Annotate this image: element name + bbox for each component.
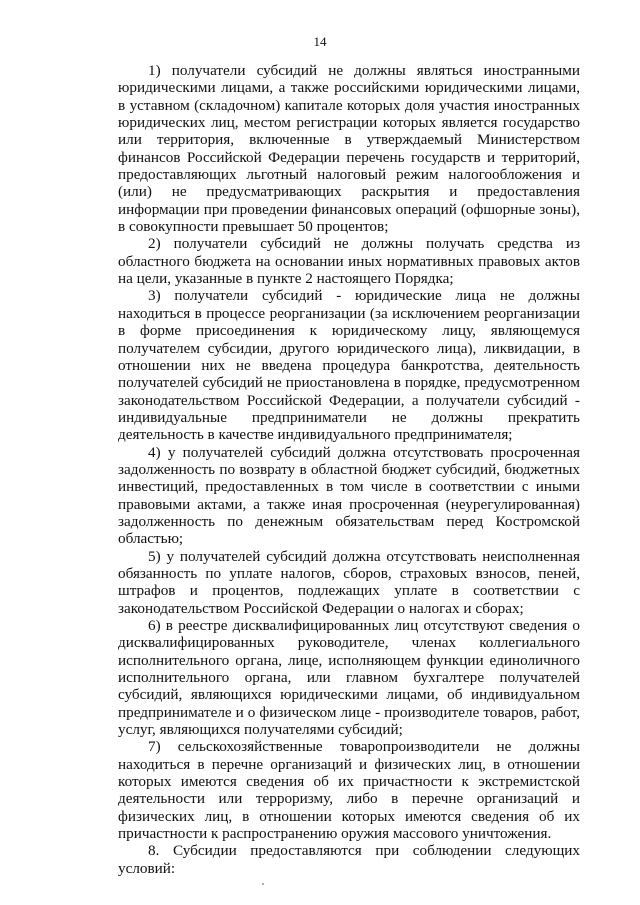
paragraph-item-1: 1) получатели субсидий не должны являться иностранными юридическими лицами, а также российскими юридическими лицами, в уставном (складочном) капитале которых доля участия иностранных юридических лиц, местом регистрации которых является государство или территория, включенные в утверждаемый Министерством финансов Российской Федерации перечень государств и территорий, предоставляющих льготный налоговый режим налогообложения и (или) не предусматривающих раскрытия и предоставления информации при проведении финансовых операций (офшорные зоны), в совокупности превышает 50 процентов; — [118, 62, 580, 236]
paragraph-item-5: 5) у получателей субсидий должна отсутствовать неисполненная обязанность по уплате налогов, сборов, страховых взносов, пеней, штрафов и процентов, подлежащих уплате в соответствии с законодательством Российской Федерации о налогах и сборах; — [118, 547, 580, 617]
paragraph-item-2: 2) получатели субсидий не должны получать средства из областного бюджета на основании иных нормативных правовых актов на цели, указанные в пункте 2 настоящего Порядка; — [118, 235, 580, 288]
page-number: 14 — [313, 34, 327, 49]
scan-speck — [262, 883, 264, 885]
document-body — [118, 62, 580, 877]
paragraph-item-8: 8. Субсидии предоставляются при соблюдении следующих условий: — [118, 842, 580, 877]
paragraph-item-6: 6) в реестре дисквалифицированных лиц отсутствуют сведения о дисквалифицированных руководителе, членах коллегиального исполнительного органа, лице, исполняющем функции единоличного исполнительного органа, или главном бухгалтере получателей субсидий, являющихся юридическими лицами, об индивидуальном предпринимателе и о физическом лице - производителе товаров, работ, услуг, являющихся получателями субсидий; — [118, 617, 580, 739]
paragraph-item-7: 7) сельскохозяйственные товаропроизводители не должны находиться в перечне организаций и физических лиц, в отношении которых имеются сведения об их причастности к экстремистской деятельности или терроризму, либо в перечне организаций и физических лиц, в отношении которых имеются сведения об их причастности к распространению оружия массового уничтожения. — [118, 738, 580, 843]
paragraph-item-3: 3) получатели субсидий - юридические лица не должны находиться в процессе реорганизации (за исключением реорганизации в форме присоединения к юридическому лицу, являющемуся получателем субсидии, другого юридического лица), ликвидации, в отношении них не введена процедура банкротства, деятельность получателей субсидий не приостановлена в порядке, предусмотренном законодательством Российской Федерации, а получатели субсидий - индивидуальные предприниматели не должны прекратить деятельность в качестве индивидуального предпринимателя; — [118, 287, 580, 444]
paragraph-item-4: 4) у получателей субсидий должна отсутствовать просроченная задолженность по возврату в областной бюджет субсидий, бюджетных инвестиций, предоставленных в том числе в соответствии с иными правовыми актами, а также иная просроченная (неурегулированная) задолженность по денежным обязательствам перед Костромской областью; — [118, 443, 580, 548]
